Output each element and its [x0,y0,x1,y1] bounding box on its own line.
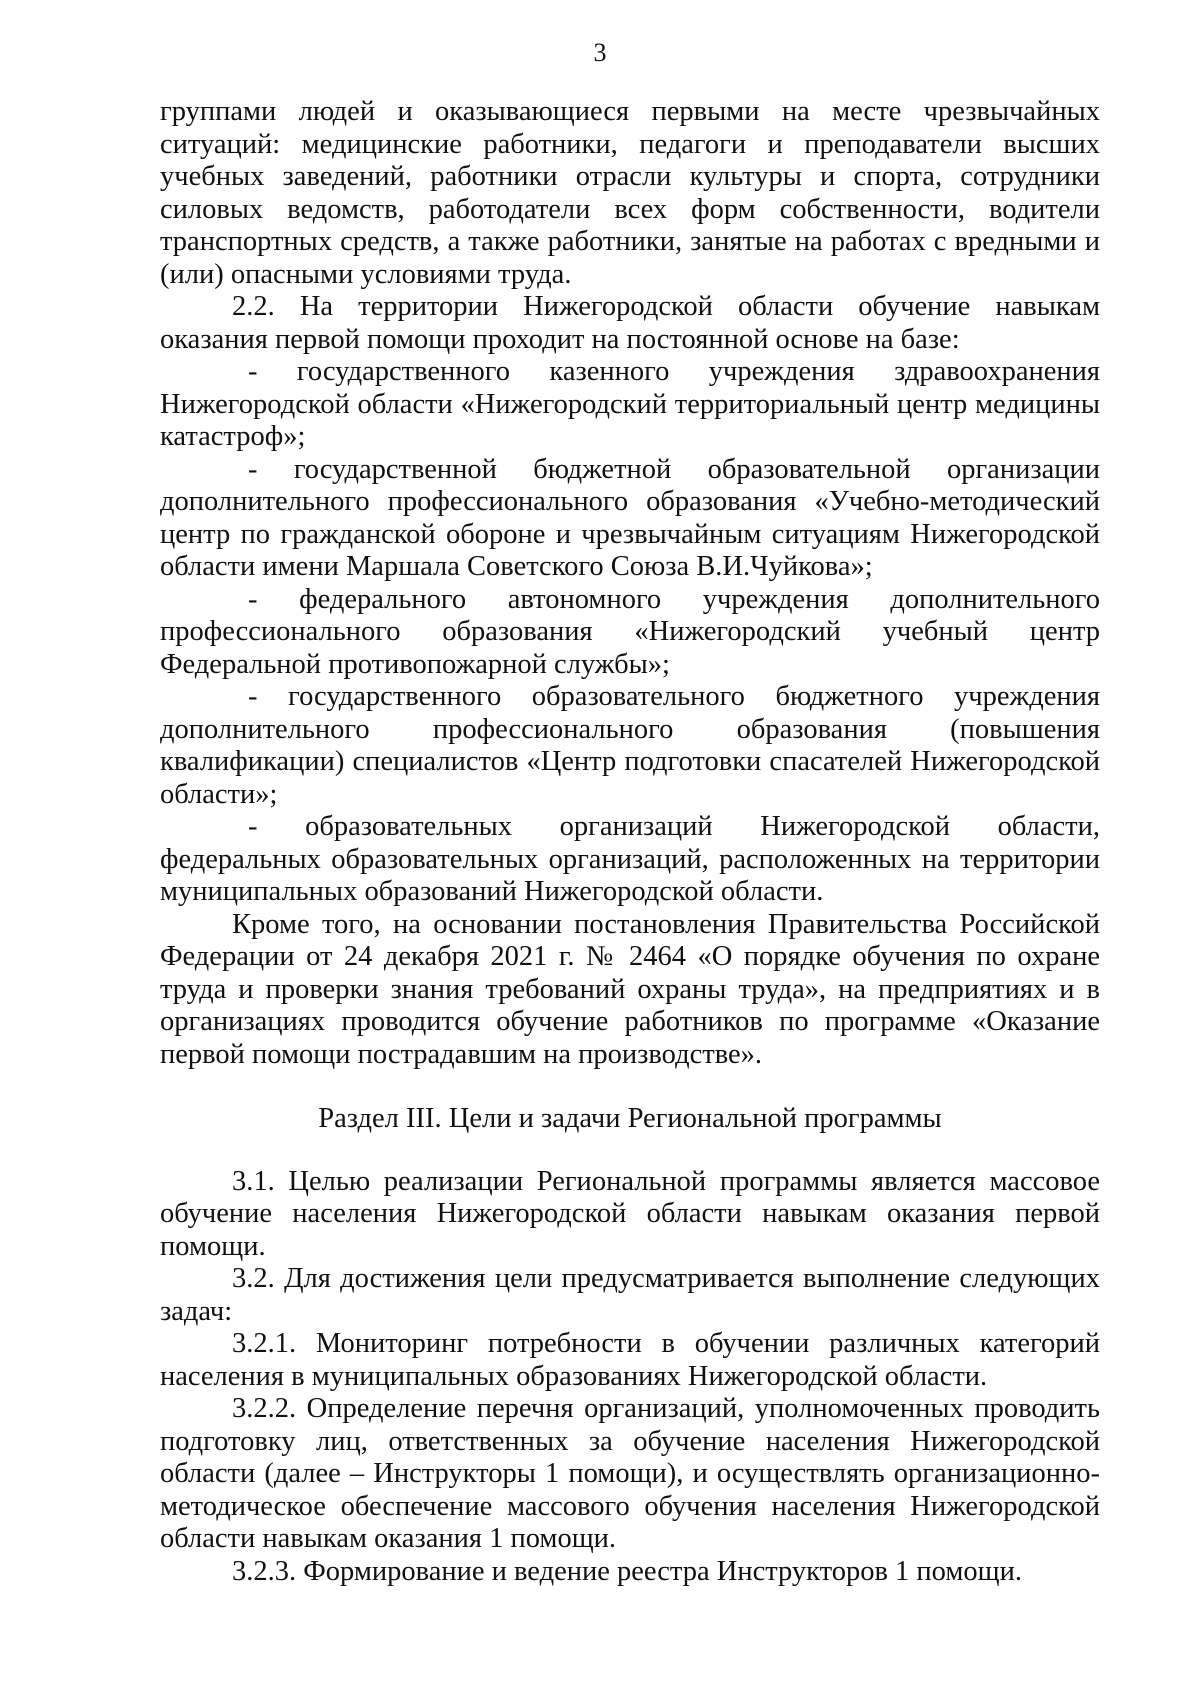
paragraph-3-1: 3.1. Целью реализации Региональной программы является массовое обучение населения Нижегородской области навыкам оказания первой помощи. [160,1165,1100,1262]
document-body [160,96,1100,1588]
list-item: - государственного образовательного бюджетного учреждения дополнительного профессионального образования (повышения квалификации) специалистов «Центр подготовки спасателей Нижегородской области»; [160,681,1100,810]
paragraph-3-2-3: 3.2.3. Формирование и ведение реестра Инструкторов 1 помощи. [232,1555,1022,1587]
paragraph-3-2-2: 3.2.2. Определение перечня организаций, уполномоченных проводить подготовку лиц, ответственных за обучение населения Нижегородской области (далее – Инструкторы 1 помощи), и осуществлять организационно-методическое обеспечение массового обучения населения Нижегородской области навыкам оказания 1 помощи. [160,1393,1100,1554]
paragraph-3-2: 3.2. Для достижения цели предусматривается выполнение следующих задач: [160,1263,1100,1327]
list-item: - государственной бюджетной образовательной организации дополнительного профессионального образования «Учебно-методический центр по гражданской обороне и чрезвычайным ситуациям Нижегородской области имени Маршала Советского Союза В.И.Чуйкова»; [160,453,1100,582]
page-number: 3 [593,38,607,67]
list-item: - образовательных организаций Нижегородской области, федеральных образовательных организаций, расположенных на территории муниципальных образований Нижегородской области. [160,811,1100,907]
section-title: Раздел III. Цели и задачи Региональной программы [318,1103,942,1134]
paragraph-continuation: группами людей и оказывающиеся первыми на месте чрезвычайных ситуаций: медицинские работники, педагоги и преподаватели высших учебных заведений, работники отрасли культуры и спорта, сотрудники силовых ведомств, работодатели всех форм собственности, водители транспортных средств, а также работники, занятые на работах с вредными и (или) опасными условиями труда. [160,96,1100,290]
paragraph-2-2: 2.2. На территории Нижегородской области обучение навыкам оказания первой помощи проходит на постоянной основе на базе: [160,291,1100,355]
paragraph-3-2-1: 3.2.1. Мониторинг потребности в обучении различных категорий населения в муниципальных образованиях Нижегородской области. [160,1328,1100,1392]
list-item: - государственного казенного учреждения здравоохранения Нижегородской области «Нижегородский территориальный центр медицины катастроф»; [160,356,1100,452]
list-item: - федерального автономного учреждения дополнительного профессионального образования «Нижегородский учебный центр Федеральной противопожарной службы»; [160,583,1100,680]
paragraph-krome-togo: Кроме того, на основании постановления Правительства Российской Федерации от 24 декабря 2021 г. № 2464 «О порядке обучения по охране труда и проверки знания требований охраны труда», на предприятиях и в организациях проводится обучение работников по программе «Оказание первой помощи пострадавшим на производстве». [160,908,1100,1070]
